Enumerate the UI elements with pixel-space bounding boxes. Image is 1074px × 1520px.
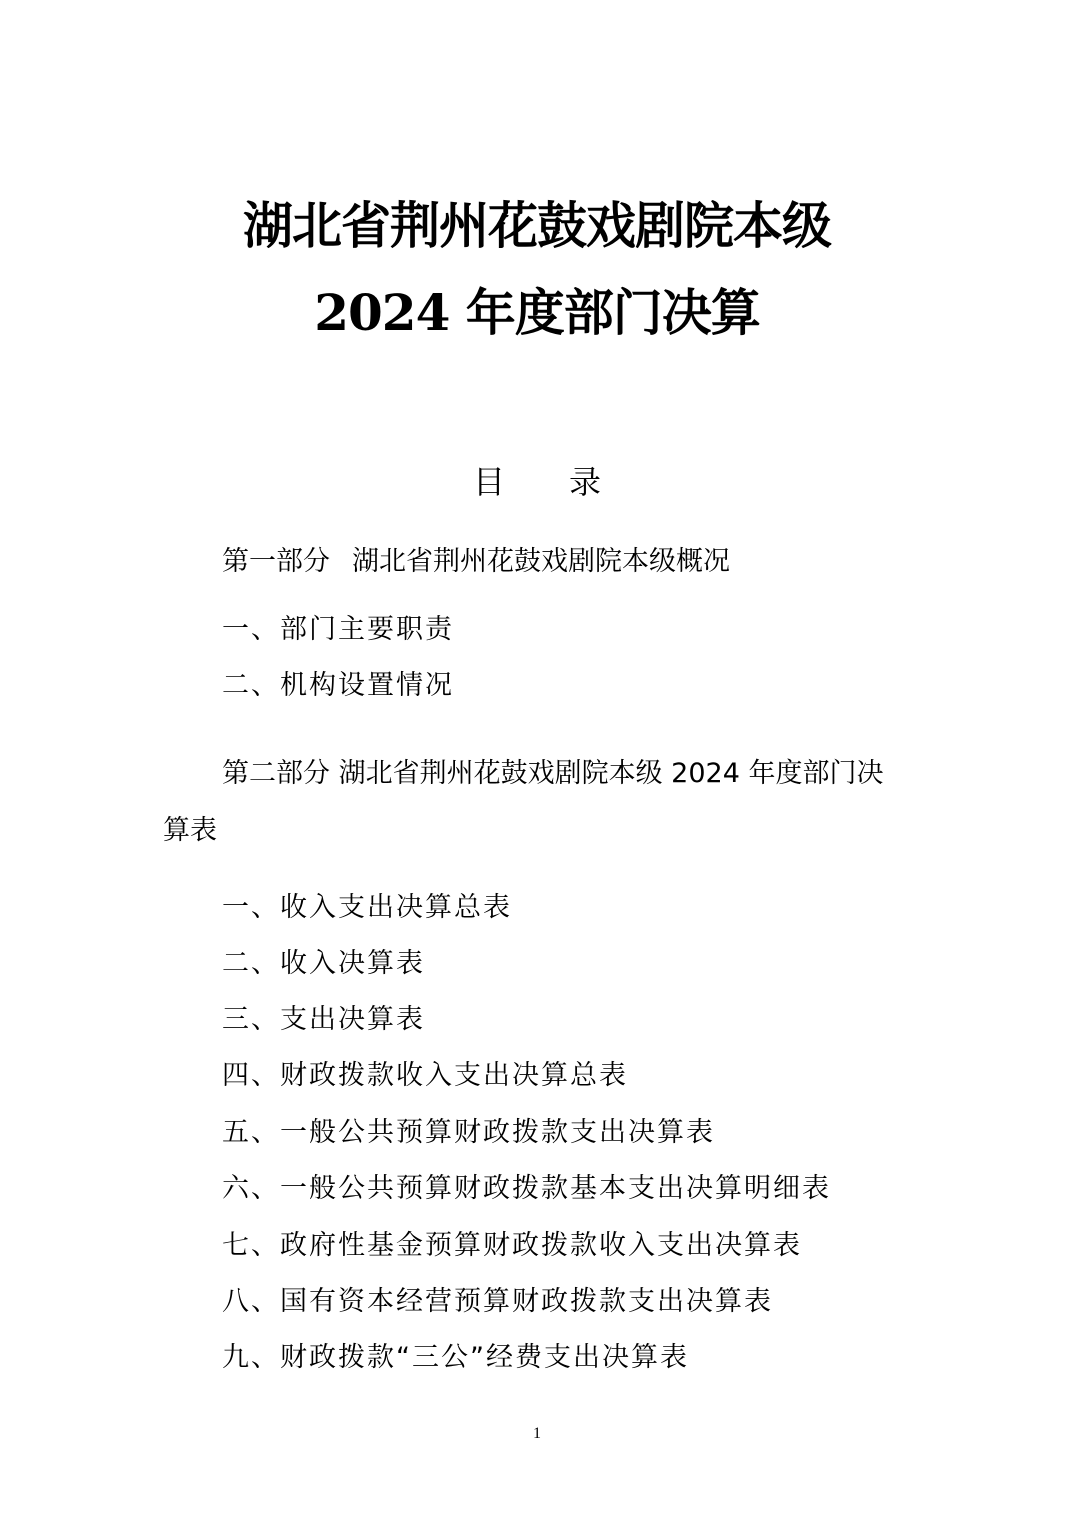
toc-part2-item-4: 四、财政拨款收入支出决算总表 <box>222 1060 628 1091</box>
toc-part1-item-1: 一、部门主要职责 <box>222 614 454 645</box>
toc-part2-heading-line-2: 算表 <box>163 815 217 846</box>
toc-part2-item-7: 七、政府性基金预算财政拨款收入支出决算表 <box>222 1230 802 1261</box>
toc-heading <box>0 460 1074 504</box>
toc-part2-item-2: 二、收入决算表 <box>222 948 425 979</box>
toc-part1-heading <box>222 542 730 582</box>
page-number: 1 <box>533 1425 541 1442</box>
toc-part2-item-3: 三、支出决算表 <box>222 1004 425 1035</box>
toc-heading-left: 目 <box>472 463 505 501</box>
toc-part2-item-5: 五、一般公共预算财政拨款支出决算表 <box>222 1117 715 1148</box>
toc-part1-label: 第一部分 <box>222 546 330 577</box>
toc-part2-item-8: 八、国有资本经营预算财政拨款支出决算表 <box>222 1286 773 1317</box>
toc-part2-heading-line-1: 第二部分 湖北省荆州花鼓戏剧院本级 2024 年度部门决 <box>222 758 884 789</box>
toc-part2-item-1: 一、收入支出决算总表 <box>222 892 512 923</box>
toc-part2-item-6: 六、一般公共预算财政拨款基本支出决算明细表 <box>222 1173 831 1204</box>
toc-part2-item-9: 九、财政拨款“三公”经费支出决算表 <box>222 1342 689 1373</box>
toc-heading-right: 录 <box>569 463 602 501</box>
document-title-line-2: 2024 年度部门决算 <box>314 283 760 342</box>
document-title-line-1: 湖北省荆州花鼓戏剧院本级 <box>243 196 831 255</box>
toc-part1-title: 湖北省荆州花鼓戏剧院本级概况 <box>352 546 730 577</box>
toc-part1-item-2: 二、机构设置情况 <box>222 670 454 701</box>
